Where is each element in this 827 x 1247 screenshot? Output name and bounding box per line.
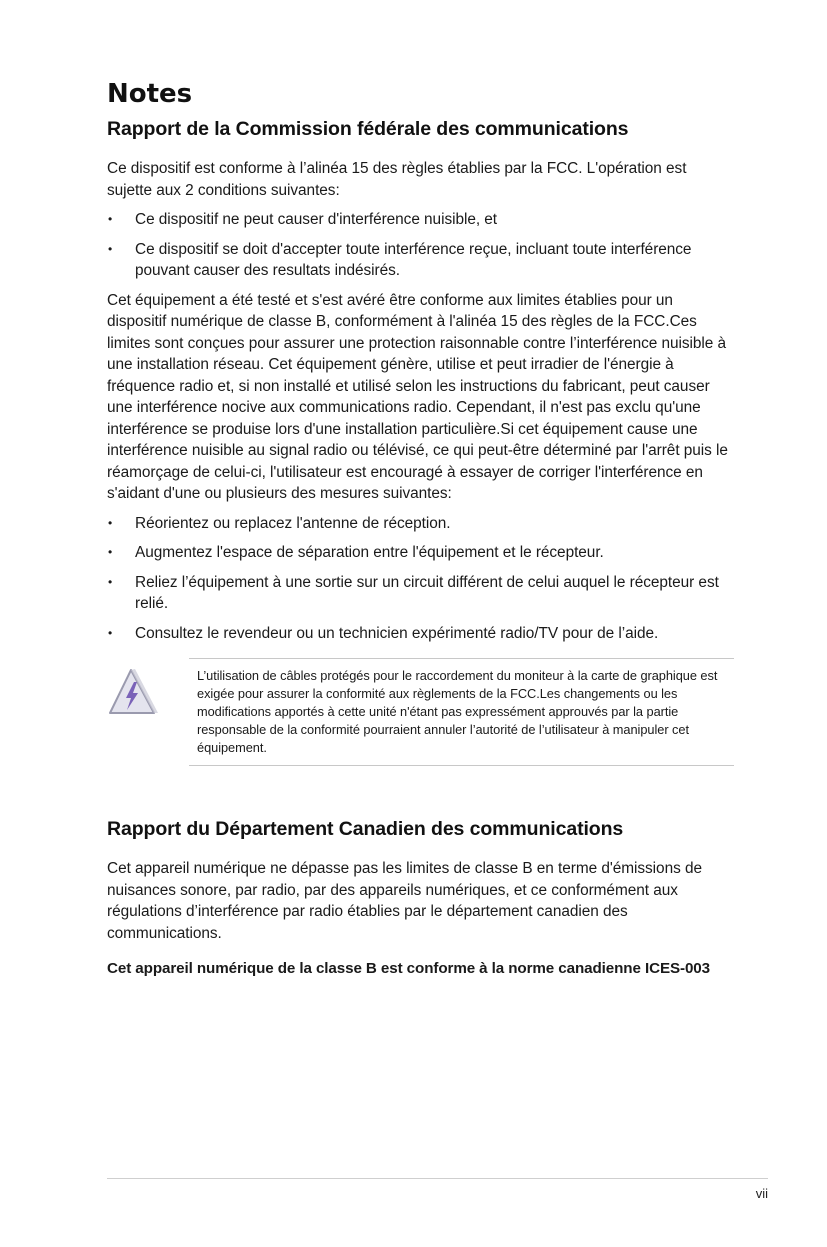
- fcc-heading: Rapport de la Commission fédérale des communications: [107, 118, 629, 140]
- bullet-icon: •: [108, 515, 113, 530]
- fcc-intro: Ce dispositif est conforme à l’alinéa 15 des règles établies par la FCC. L'opération est sujette aux 2 conditions suivantes:: [107, 160, 687, 199]
- bullet-icon: •: [108, 212, 113, 226]
- list-item-text: Réorientez ou replacez l'antenne de réception.: [135, 514, 451, 532]
- list-item: [107, 239, 729, 282]
- list-item-text: Reliez l’équipement à une sortie sur un circuit différent de celui auquel le récepteur est relié.: [135, 573, 719, 612]
- bullet-icon: •: [108, 241, 113, 256]
- list-item: [107, 513, 729, 535]
- list-item-text: Augmentez l'espace de séparation entre l'équipement et le récepteur.: [135, 544, 604, 561]
- list-item-text: Ce dispositif ne peut causer d'interférence nuisible, et: [135, 211, 498, 228]
- list-item: [107, 542, 729, 564]
- list-item: [107, 572, 729, 615]
- warning-lightning-icon: [107, 667, 159, 717]
- list-item-text: Consultez le revendeur ou un technicien expérimenté radio/TV pour de l’aide.: [135, 624, 659, 642]
- page-content: [107, 78, 729, 988]
- fcc-body: Cet équipement a été testé et s'est avéré être conforme aux limites établies pour un dispositif numérique de classe B, conformément à l'alinéa 15 des règles de la FCC.Ces limites sont conçues pour assurer une protection raisonnable contre l’interférence nuisible à une installation réseau. Cet équipement génère, utilise et peut irradier de l'énergie à fréquence radio et, si non installé et utilisé selon les instructions du fabricant, peut causer une interférence nocive aux communications radio. Cependant, il n'est pas exclu qu'une interférence se produise lors d'une installation particulière.Si cet équipement cause une interférence nuisible au signal radio ou télévisé, ce qui peut-être déterminé par l'arrêt puis le réamorçage de celui-ci, l'utilisateur est encouragé à essayer de corriger l'interférence en s'aidant d'une ou plusieurs des mesures suivantes:: [107, 291, 728, 502]
- footer-divider: [107, 1178, 768, 1179]
- bullet-icon: •: [108, 545, 113, 559]
- list-item: [107, 623, 729, 645]
- list-item: [107, 209, 729, 231]
- page-title: Notes: [107, 79, 193, 109]
- fcc-conditions-list: [107, 209, 729, 282]
- canada-body: Cet appareil numérique ne dépasse pas les limites de classe B en terme d'émissions de nuisances sonore, par radio, par des appareils numériques, et ce conformément aux régulations d’interférence par radio établies par le département canadien des communications.: [107, 860, 702, 942]
- bullet-icon: •: [108, 625, 113, 640]
- page-number: vii: [755, 1186, 768, 1201]
- section-spacer: [107, 766, 729, 816]
- canada-heading: Rapport du Département Canadien des communications: [107, 818, 624, 840]
- warning-text: L’utilisation de câbles protégés pour le raccordement du moniteur à la carte de graphique est exigée pour assurer la conformité aux règlements de la FCC.Les changements ou les modifications apportés à cette unité n'étant pas expressément approuvés par la partie responsable de la conformité pourraient annuler l’autorité de l’utilisateur à manipuler cet équipement.: [197, 668, 718, 755]
- bullet-icon: •: [108, 574, 113, 589]
- list-item-text: Ce dispositif se doit d'accepter toute interférence reçue, incluant toute interférence pouvant causer des resultats indésirés.: [135, 240, 692, 279]
- warning-box: [189, 658, 734, 766]
- fcc-measures-list: [107, 513, 729, 645]
- canada-bold-note: Cet appareil numérique de la classe B est conforme à la norme canadienne ICES-003: [107, 960, 710, 977]
